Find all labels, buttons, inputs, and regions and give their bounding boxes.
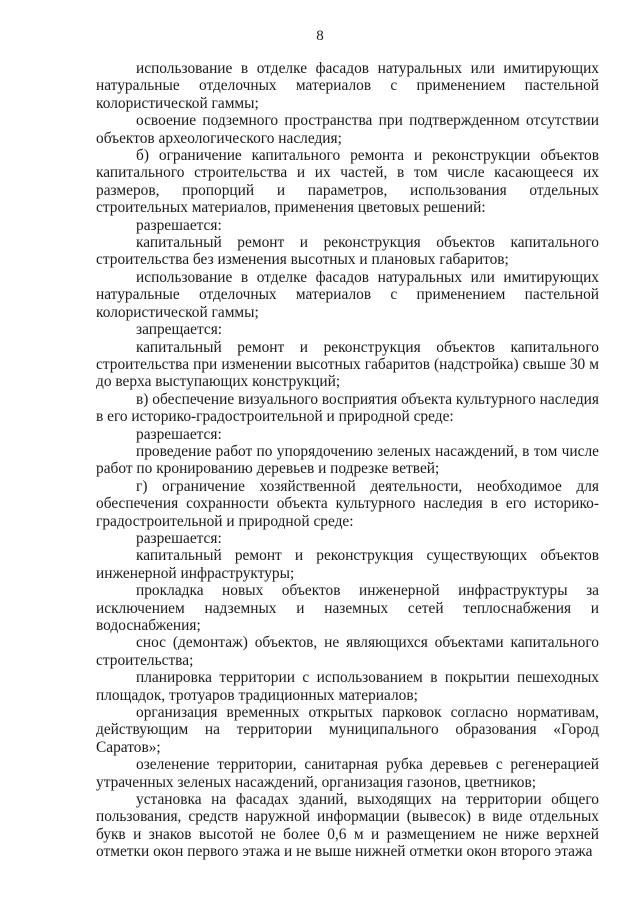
paragraph: запрещается: <box>136 321 223 339</box>
paragraph: озеленение территории, санитарная рубка деревьев с регенерацией утраченных зеленых насаждений, организация газонов, цветников; <box>96 756 599 791</box>
paragraph: б) ограничение капитального ремонта и реконструкции объектов капитального строительства и их частей, в том числе касающееся их размеров, пропорций и параметров, использования отдельных строительных материалов, применения цветовых решений: <box>96 147 599 217</box>
paragraph: установка на фасадах зданий, выходящих на территории общего пользования, средств наружной информации (вывесок) в виде отдельных букв и знаков высотой не более 0,6 м и размещением не ниже верхней отметки окон первого этажа и не выше нижней отметки окон второго этажа <box>96 791 599 861</box>
paragraph: планировка территории с использованием в покрытии пешеходных площадок, тротуаров традиционных материалов; <box>96 669 599 704</box>
paragraph: проведение работ по упорядочению зеленых насаждений, в том числе работ по кронированию деревьев и подрезке ветвей; <box>96 442 599 478</box>
paragraph: использование в отделке фасадов натуральных или имитирующих натуральные отделочных материалов с применением пастельной колористической гаммы; <box>96 60 599 112</box>
document-body <box>96 60 599 861</box>
paragraph: прокладка новых объектов инженерной инфраструктуры за исключением надземных и наземных сетей теплоснабжения и водоснабжения; <box>96 582 599 634</box>
paragraph: использование в отделке фасадов натуральных или имитирующих натуральные отделочных материалов с применением пастельной колористической гаммы; <box>96 268 599 321</box>
paragraph: капитальный ремонт и реконструкция объектов капитального строительства без изменения высотных и плановых габаритов; <box>96 234 599 269</box>
paragraph: в) обеспечение визуального восприятия объекта культурного наследия в его историко-градостроительной и природной среде: <box>96 390 599 426</box>
paragraph: капитальный ремонт и реконструкция существующих объектов инженерной инфраструктуры; <box>96 547 599 582</box>
paragraph: снос (демонтаж) объектов, не являющихся объектами капитального строительства; <box>96 634 599 669</box>
paragraph: разрешается: <box>136 529 222 547</box>
paragraph: разрешается: <box>136 425 222 443</box>
paragraph: организация временных открытых парковок согласно нормативам, действующим на территории муниципального образования «Город Саратов»; <box>96 704 599 756</box>
paragraph: капитальный ремонт и реконструкция объектов капитального строительства при изменении высотных габаритов (надстройка) свыше 30 м до верха выступающих конструкций; <box>96 338 599 391</box>
page-number: 8 <box>316 28 324 44</box>
paragraph: г) ограничение хозяйственной деятельности, необходимое для обеспечения сохранности объекта культурного наследия в его историко-градостроительной и природной среде: <box>96 477 599 530</box>
paragraph: освоение подземного пространства при подтвержденном отсутствии объектов археологического наследия; <box>96 112 599 147</box>
paragraph: разрешается: <box>136 216 222 234</box>
